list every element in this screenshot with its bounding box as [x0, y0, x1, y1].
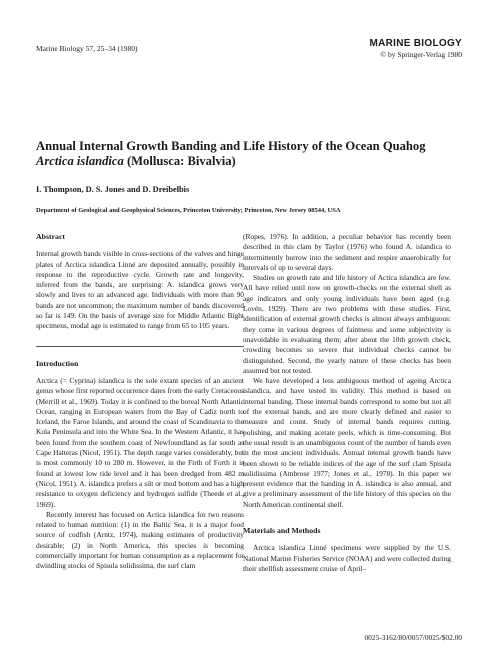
title-species: Arctica islandica	[36, 154, 124, 168]
body-paragraph-3: We have developed a less ambiguous method of ageing Arctica islandica, and have tested its validity. This method is based on internal banding. These internal bands correspond to some but not all of the external bands, and are more clearly defined and easier to measure and count. Study of internal bands requires cutting, polishing, and making acetate peels, which is time-consuming. But the usual result is an unambiguous count of the number of bands even in the most ancient individuals. Annual internal growth bands have been shown to be reliable indices of the age of the surf clam Spisula solidissima (Ambrose 1977; Jones et al., 1978). In this paper we present evidence that the banding in A. islandica is also annual, and give a preliminary assessment of the life history of this species on the North American continental shelf.	[243, 376, 451, 509]
body-paragraph-2: Studies on growth rate and life history of Actica islandica are few. All have relied until now on growth-checks on the external shell as age indicators and only young individuals have been aged (e.g. Lovén, 1929). There are two problems with these studies. First, identification of external growth checks is almost always ambiguous: they come in various degrees of faintness and some subjectivity is unavoidable in evaluating them; after about the 10th growth check, crowding becomes so severe that individual checks cannot be distinguished. Second, the yearly nature of these checks has been assumed but not tested.	[243, 273, 451, 375]
title-taxon: (Mollusca: Bivalvia)	[123, 154, 236, 168]
abstract-heading: Abstract	[36, 232, 66, 241]
author-list: I. Thompson, D. S. Jones and D. Dreibelbis	[36, 185, 190, 194]
title-line-2	[36, 154, 466, 169]
methods-paragraph-1: Arctica islandica Linné specimens were supplied by the U.S. National Marine Fisheries Service (NOAA) and were collected during their shellfish assessment cruise of April–	[243, 543, 451, 573]
journal-masthead	[369, 38, 462, 59]
publisher-line: © by Springer-Verlag 1980	[380, 50, 462, 59]
citation-line: Marine Biology 57, 25–34 (1980)	[36, 44, 138, 53]
intro-paragraph-1: Arctica (= Cyprina) islandica is the sole extant species of an ancient genus whose first reported occurrence dates from the early Cretaceous (Merrill et al., 1969). Today it is confined to the boreal North Atlantic Ocean, ranging in European waters from the Bay of Cadiz north to Iceland, the Faroe Islands, and around the coast of Scandinavia to the Kola Peninsula and into the White Sea. In the Western Atlantic, it has been found from the southern coast of Newfoundland as far south as Cape Hatteras (Nicol, 1951). The depth range varies considerably, but is most commonly 10 to 280 m. However, in the Firth of Forth it is found at lowest low tide level and it has been dredged from 482 m (Nicol, 1951). A. islandica prefers a silt or mud bottom and has a high resistance to oxygen deficiency and hydrogen sulfide (Theede et al., 1969).	[36, 375, 244, 509]
article-title	[36, 139, 466, 169]
intro-paragraph-2: Recently interest has focused on Actica islandica for two reasons related to human nutrition: (1) in the Baltic Sea, it is a major food source of codfish (Arntz, 1974), making estimates of productivity desirable; (2) in North America, this species is becoming commercially important for human consumption as a replacement for dwindling stocks of Spisula solidissima, the surf clam	[36, 509, 244, 571]
methods-heading: Materials and Methods	[243, 526, 321, 536]
body-paragraph-1: (Ropes, 1976). In addition, a peculiar behavior has recently been described in this clam by Taylor (1976) who found A. islandica to intermittently burrow into the sediment and respire anaerobically for intervals of up to several days.	[243, 232, 451, 272]
journal-name: MARINE BIOLOGY	[369, 38, 462, 49]
introduction-heading: Introduction	[36, 358, 79, 368]
left-column	[36, 232, 244, 572]
copyright-code: 0025-3162/80/0057/0025/$02.00	[364, 633, 462, 642]
affiliation: Department of Geological and Geophysical Sciences, Princeton University; Princeton, New Jersey 08544, USA	[36, 207, 341, 214]
right-column	[243, 232, 451, 574]
title-line-1: Annual Internal Growth Banding and Life History of the Ocean Quahog	[36, 139, 426, 153]
abstract-text: Internal growth bands visible in cross-sections of the valves and hinge plates of Arctica islandica Linné are deposited annually, possibly in response to the reproductive cycle. Growth rate and longevity, inferred from the bands, are surprising: A. islandica grows very slowly and lives to an advanced age. Individuals with more than 90 bands are not uncommon; the maximum number of bands discovered so far is 149. On the basis of average size for Middle Atlantic Bight specimens, modal age is estimated to range from 65 to 105 years.	[36, 249, 244, 331]
